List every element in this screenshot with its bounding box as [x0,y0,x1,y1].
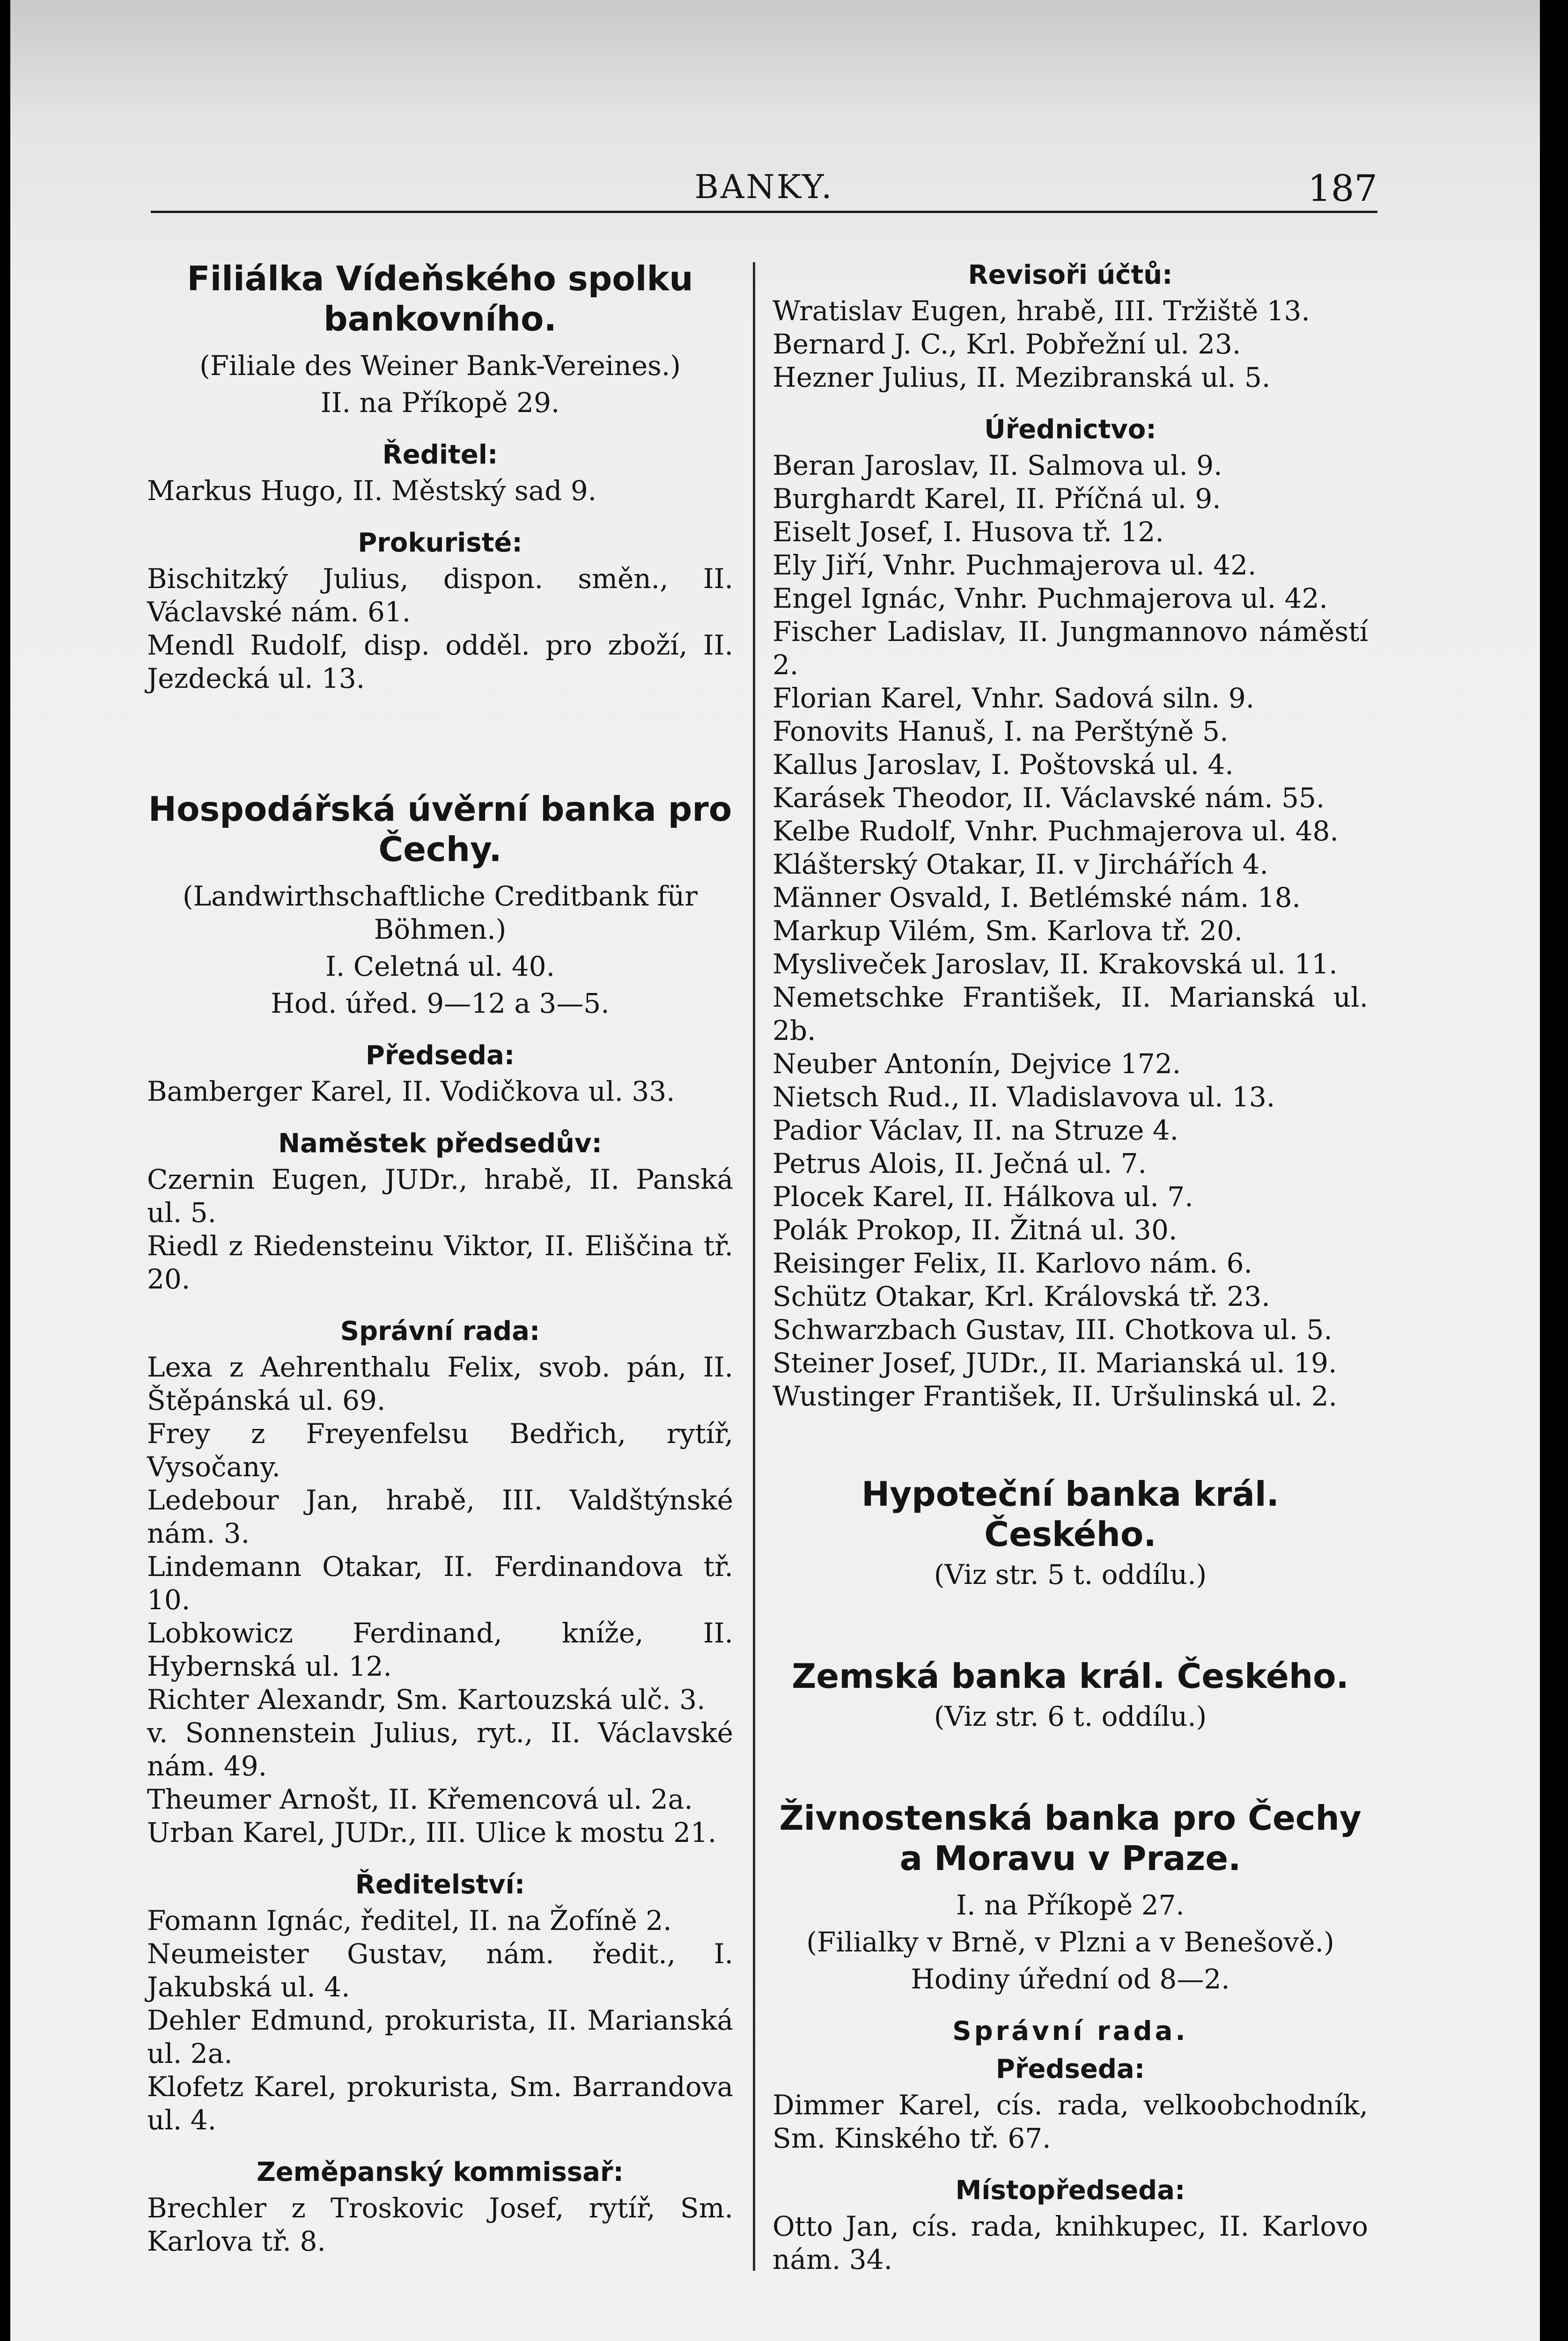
heading-namestek: Naměstek předsedův: [278,1128,602,1159]
entry: Eiselt Josef, I. Husova tř. 12. [773,516,1164,548]
section-reference: (Viz str. 6 t. oddílu.) [934,1701,1207,1732]
section-address: II. na Příkopě 29. [320,387,560,419]
entry: v. Sonnenstein Julius, ryt., II. Václavské nám. 49. [147,1717,733,1782]
entry: Klášterský Otakar, II. v Jirchářích 4. [773,848,1268,880]
spacer [147,695,733,789]
section-title: Živnostenská banka pro Čechy a Moravu v Praze. [779,1798,1362,1878]
entry: Czernin Eugen, JUDr., hrabě, II. Panská ul. 5. [147,1163,733,1229]
heading-predseda: Předseda: [365,1040,515,1071]
entry: Lindemann Otakar, II. Ferdinandova tř. 10. [147,1551,733,1616]
spacer [773,1413,1368,1474]
entry: Engel Ignác, Vnhr. Puchmajerova ul. 42. [773,582,1328,614]
entry: Ely Jiří, Vnhr. Puchmajerova ul. 42. [773,549,1257,581]
heading-zemepansky-kommissar: Zeměpanský kommissař: [257,2157,624,2187]
section-title: Hypoteční banka král. Českého. [861,1474,1280,1554]
entry: Burghardt Karel, II. Příčná ul. 9. [773,483,1221,515]
section-title: Zemská banka král. Českého. [792,1656,1349,1696]
heading-spravni-rada: Správní rada. [952,2016,1188,2047]
entry: Kelbe Rudolf, Vnhr. Puchmajerova ul. 48. [773,815,1339,847]
spacer [773,1737,1368,1798]
entry: Karásek Theodor, II. Václavské nám. 55. [773,782,1325,814]
entry: Dimmer Karel, cís. rada, velkoobchodník, Sm. Kinského tř. 67. [773,2089,1368,2154]
heading-prokuriste: Prokuristé: [358,528,523,558]
entry: Ledebour Jan, hrabě, III. Valdštýnské nám. 3. [147,1484,733,1549]
entry: Kallus Jaroslav, I. Poštovská ul. 4. [773,749,1234,780]
section-title: Hospodářská úvěrní banka pro Čechy. [148,789,732,869]
section-branches: (Filialky v Brně, v Plzni a v Benešově.) [806,1926,1334,1958]
page-number: 187 [1308,168,1377,210]
office-hours: Hodiny úřední od 8—2. [911,1963,1230,1995]
entry: Steiner Josef, JUDr., II. Marianská ul. 19. [773,1347,1337,1379]
entry: Frey z Freyenfelsu Bedřich, rytíř, Vysočany. [147,1418,733,1483]
entry: Klofetz Karel, prokurista, Sm. Barrandova ul. 4. [147,2071,733,2136]
section-zemska-banka [773,1656,1368,1733]
entry: Plocek Karel, II. Hálkova ul. 7. [773,1181,1193,1213]
heading-urednictvo: Úřednictvo: [984,414,1156,445]
heading-spravni-rada: Správní rada: [340,1316,540,1347]
entry: Fischer Ladislav, II. Jungmannovo náměstí 2. [773,616,1368,681]
page-header [151,159,1377,213]
entry: Neumeister Gustav, nám. ředit., I. Jakubská ul. 4. [147,1938,733,2003]
entry: Otto Jan, cís. rada, knihkupec, II. Karlovo nám. 34. [773,2210,1368,2275]
entry: Bamberger Karel, II. Vodičkova ul. 33. [147,1075,675,1107]
entry: Männer Osvald, I. Betlémské nám. 18. [773,882,1301,913]
entry: Petrus Alois, II. Ječná ul. 7. [773,1148,1147,1179]
heading-predseda: Předseda: [995,2054,1145,2084]
entry: Lobkowicz Ferdinand, kníže, II. Hybernská ul. 12. [147,1617,733,1682]
entry: Brechler z Troskovic Josef, rytíř, Sm. Karlova tř. 8. [147,2192,733,2257]
heading-revisori-uctu: Revisoři účtů: [968,260,1173,290]
entry: Hezner Julius, II. Mezibranská ul. 5. [773,361,1271,393]
entry: Polák Prokop, II. Žitná ul. 30. [773,1214,1178,1246]
entry: Neuber Antonín, Dejvice 172. [773,1048,1181,1080]
book-page [10,0,1540,2341]
entry: Dehler Edmund, prokurista, II. Marianská ul. 2a. [147,2004,733,2069]
entry: Padior Václav, II. na Struze 4. [773,1114,1179,1146]
entry: Schütz Otakar, Krl. Královská tř. 23. [773,1281,1270,1312]
heading-mistopredseda: Místopředseda: [955,2175,1185,2206]
section-title: Filiálka Vídeňského spolku bankovního. [187,259,693,339]
entry: Florian Karel, Vnhr. Sadová siln. 9. [773,682,1255,714]
section-address: I. Celetná ul. 40. [325,950,555,982]
entry: Markus Hugo, II. Městský sad 9. [147,475,597,507]
section-address: I. na Příkopě 27. [956,1889,1185,1921]
entry: Riedl z Riedensteinu Viktor, II. Eliščina tř. 20. [147,1230,733,1295]
entry: Lexa z Aehrenthalu Felix, svob. pán, II. Štěpánská ul. 69. [147,1351,733,1416]
entry: Fonovits Hanuš, I. na Perštýně 5. [773,715,1229,747]
entry: Mendl Rudolf, disp. odděl. pro zboží, II. Jezdecká ul. 13. [147,629,733,694]
entry: Schwarzbach Gustav, III. Chotkova ul. 5. [773,1314,1332,1346]
left-column [147,258,733,2258]
entry: Theumer Arnošt, II. Křemencová ul. 2a. [147,1783,693,1815]
entry: Bischitzký Julius, dispon. směn., II. Václavské nám. 61. [147,563,733,628]
spacer [773,1595,1368,1656]
section-zivnostenska-banka [773,1798,1368,2276]
column-divider [753,262,755,2271]
entry: Richter Alexandr, Sm. Kartouzská ulč. 3. [147,1684,706,1715]
section-subtitle: (Filiale des Weiner Bank-Vereines.) [199,350,681,382]
entry: Bernard J. C., Krl. Pobřežní ul. 23. [773,328,1241,360]
heading-reditelstvi: Ředitelství: [355,1870,525,1900]
entry: Reisinger Felix, II. Karlovo nám. 6. [773,1247,1252,1279]
office-hours: Hod. úřed. 9—12 a 3—5. [271,987,610,1019]
running-title: BANKY. [694,168,834,206]
entry: Fomann Ignác, ředitel, II. na Žofíně 2. [147,1905,672,1936]
entry: Markup Vilém, Sm. Karlova tř. 20. [773,915,1243,947]
section-subtitle: (Landwirthschaftliche Creditbank für Böhmen.) [182,880,698,945]
section-filialka-videnskeho-spolku [147,258,733,695]
section-reference: (Viz str. 5 t. oddílu.) [934,1559,1207,1590]
entry: Urban Karel, JUDr., III. Ulice k mostu 21. [147,1817,717,1848]
entry: Beran Jaroslav, II. Salmova ul. 9. [773,449,1222,481]
right-column [773,258,1368,2276]
entry: Mysliveček Jaroslav, II. Krakovská ul. 11. [773,948,1338,980]
entry: Nemetschke František, II. Marianská ul. 2b. [773,981,1368,1046]
entry: Wustinger František, II. Uršulinská ul. 2. [773,1380,1337,1412]
section-hospodarska-uverni-banka [147,789,733,2258]
entry: Wratislav Eugen, hrabě, III. Tržiště 13. [773,295,1310,327]
heading-reditel: Ředitel: [382,440,498,470]
section-hypotecni-banka [773,1474,1368,1591]
entry: Nietsch Rud., II. Vladislavova ul. 13. [773,1081,1275,1113]
